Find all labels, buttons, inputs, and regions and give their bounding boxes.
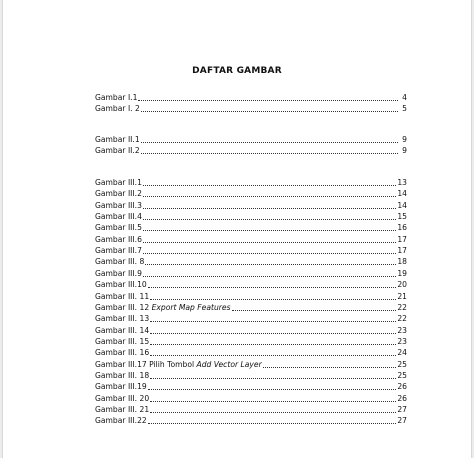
figure-label: Gambar III.5	[95, 223, 142, 233]
page-number: 17	[397, 234, 407, 244]
dot-leader	[141, 110, 398, 112]
dot-leader	[150, 320, 396, 322]
figure-label: Gambar III. 20	[95, 393, 150, 403]
dot-leader	[150, 354, 396, 356]
figure-label: Gambar I. 2	[95, 104, 140, 114]
figure-label: Gambar III.2	[95, 189, 142, 199]
page-number: 17	[397, 246, 407, 256]
figure-label: Gambar III.7	[95, 246, 142, 256]
figure-label: Gambar II.1	[95, 135, 140, 144]
figure-label: Gambar I.1	[95, 93, 138, 102]
page-number: 14	[397, 189, 407, 199]
page-number: 27	[397, 416, 407, 426]
page-number: 20	[397, 280, 407, 290]
figure-label: Gambar III. 21	[95, 405, 150, 414]
dot-leader	[150, 298, 396, 300]
figure-caption-italic: Export Map Features	[151, 302, 231, 312]
page-number: 21	[397, 291, 407, 301]
page-number: 26	[397, 382, 407, 392]
page-number: 14	[397, 200, 407, 210]
dot-leader	[148, 388, 397, 390]
figure-label: Gambar III. 18	[95, 370, 150, 380]
figure-label: Gambar III. 8	[95, 257, 145, 267]
figure-entry[interactable]	[95, 223, 407, 233]
page-number: 4	[402, 93, 407, 102]
figure-label: Gambar III. 14	[95, 325, 150, 335]
page-number: 13	[397, 178, 407, 187]
dot-leader	[150, 377, 396, 379]
figure-caption-italic: Add Vector Layer	[196, 359, 262, 369]
dot-leader	[143, 252, 396, 254]
figure-label: Gambar III.3	[95, 200, 142, 210]
dot-leader	[145, 263, 396, 265]
dot-leader	[141, 141, 398, 143]
figure-entry[interactable]	[95, 394, 407, 404]
dot-leader	[138, 99, 398, 101]
figure-label: Gambar III.19	[95, 382, 147, 392]
page-number: 27	[397, 405, 407, 414]
dot-leader	[148, 286, 397, 288]
dot-leader	[143, 195, 396, 197]
dot-leader	[143, 275, 396, 277]
figure-label: Gambar III.17 Pilih Tombol Add Vector Layer	[95, 359, 262, 369]
figure-label: Gambar III. 13	[95, 314, 150, 324]
figure-label: Gambar III.1	[95, 178, 142, 187]
figure-entry[interactable]	[95, 246, 407, 256]
figure-entry[interactable]	[95, 303, 407, 313]
dot-leader	[150, 343, 396, 345]
figure-entry[interactable]	[95, 280, 407, 290]
figure-entry[interactable]	[95, 416, 407, 426]
figure-entry[interactable]	[95, 348, 407, 358]
figure-entry[interactable]	[95, 212, 407, 222]
page-number: 25	[397, 370, 407, 380]
figure-entry[interactable]	[95, 269, 407, 279]
figure-entry[interactable]	[95, 257, 407, 267]
figure-label: Gambar III.22	[95, 416, 147, 426]
figure-entry[interactable]	[95, 146, 407, 156]
page-number: 15	[397, 212, 407, 222]
figure-entry[interactable]	[95, 189, 407, 199]
document-title: DAFTAR GAMBAR	[192, 66, 282, 76]
dot-leader	[263, 366, 397, 368]
figure-entry[interactable]	[95, 326, 407, 336]
figure-entry[interactable]	[95, 104, 407, 114]
page-number: 18	[397, 257, 407, 267]
page-number: 9	[402, 146, 407, 156]
figure-entry[interactable]	[95, 178, 407, 188]
figure-entry[interactable]	[95, 405, 407, 415]
page-number: 22	[397, 314, 407, 324]
page-number: 26	[397, 393, 407, 403]
figure-label: Gambar III. 16	[95, 348, 150, 358]
figure-label: Gambar II.2	[95, 146, 140, 156]
page-number: 5	[402, 104, 407, 114]
page-number: 16	[397, 223, 407, 233]
figure-entry[interactable]	[95, 314, 407, 324]
page-number: 25	[397, 359, 407, 369]
figure-label: Gambar III. 11	[95, 291, 150, 301]
page-number: 23	[397, 325, 407, 335]
dot-leader	[143, 229, 396, 231]
document-page	[2, 0, 472, 458]
figure-entry[interactable]	[95, 235, 407, 245]
figure-entry[interactable]	[95, 201, 407, 211]
figure-entry[interactable]	[95, 371, 407, 381]
figure-label: Gambar III.10	[95, 280, 147, 290]
figure-label: Gambar III.9	[95, 268, 142, 278]
figure-entry[interactable]	[95, 93, 407, 103]
page-number: 19	[397, 268, 407, 278]
page-number: 22	[397, 302, 407, 312]
figure-entry[interactable]	[95, 337, 407, 347]
page-number: 24	[397, 348, 407, 358]
dot-leader	[148, 422, 397, 424]
page-number: 23	[397, 336, 407, 346]
dot-leader	[143, 207, 396, 209]
page-number: 9	[402, 135, 407, 144]
figure-label: Gambar III.6	[95, 234, 142, 244]
dot-leader	[143, 218, 396, 220]
figure-entry[interactable]	[95, 382, 407, 392]
figure-entry[interactable]	[95, 360, 407, 370]
figure-label: Gambar III. 12 Export Map Features	[95, 302, 231, 312]
figure-label: Gambar III.4	[95, 212, 142, 222]
figure-entry[interactable]	[95, 292, 407, 302]
dot-leader	[143, 184, 396, 186]
dot-leader	[141, 152, 398, 154]
figure-entry[interactable]	[95, 135, 407, 145]
dot-leader	[150, 332, 396, 334]
figure-label: Gambar III. 15	[95, 336, 150, 346]
dot-leader	[232, 309, 397, 311]
dot-leader	[150, 411, 396, 413]
dot-leader	[143, 241, 396, 243]
dot-leader	[150, 400, 396, 402]
